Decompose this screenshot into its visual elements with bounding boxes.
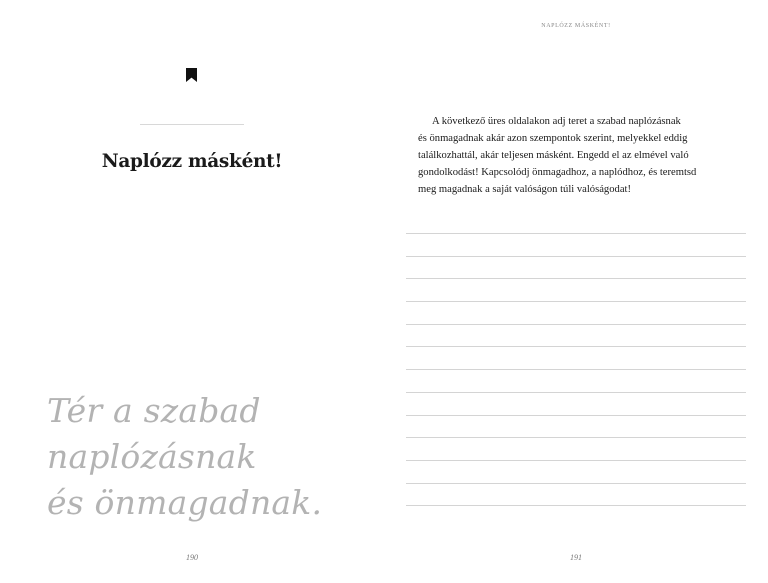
section-title: Naplózz másként!: [101, 151, 283, 172]
writing-line: [406, 460, 746, 461]
writing-line: [406, 346, 746, 347]
running-head: NAPLÓZZ MÁSKÉNT!: [541, 23, 611, 29]
writing-line: [406, 369, 746, 370]
writing-line: [406, 278, 746, 279]
writing-line: [406, 233, 746, 234]
writing-line: [406, 301, 746, 302]
writing-line: [406, 324, 746, 325]
pull-quote: [47, 388, 377, 526]
pull-quote-line: és önmagadnak.: [47, 483, 323, 522]
body-line: gondolkodást! Kapcsolódj önmagadhoz, a naplódhoz, és teremtsd: [418, 167, 697, 178]
writing-line: [406, 415, 746, 416]
body-line: A következő üres oldalakon adj teret a szabad naplózásnak: [432, 116, 681, 127]
page-number-left: 190: [186, 553, 198, 562]
title-divider: [140, 124, 244, 125]
writing-line: [406, 392, 746, 393]
body-line: találkozhattál, akár teljesen másként. Engedd el az elmével való: [418, 150, 689, 161]
pull-quote-line: naplózásnak: [47, 437, 257, 476]
pull-quote-line: Tér a szabad: [47, 391, 261, 430]
bookmark-icon: [186, 68, 197, 82]
writing-line: [406, 256, 746, 257]
page-number-right: 191: [570, 553, 582, 562]
writing-line: [406, 483, 746, 484]
writing-line: [406, 505, 746, 506]
body-line: és önmagadnak akár azon szempontok szerint, melyekkel eddig: [418, 133, 688, 144]
writing-line: [406, 437, 746, 438]
body-line: meg magadnak a saját valóságon túli valóságodat!: [418, 184, 631, 195]
writing-lines[interactable]: [406, 233, 746, 528]
right-page: [384, 0, 768, 583]
body-paragraph: [418, 113, 740, 198]
